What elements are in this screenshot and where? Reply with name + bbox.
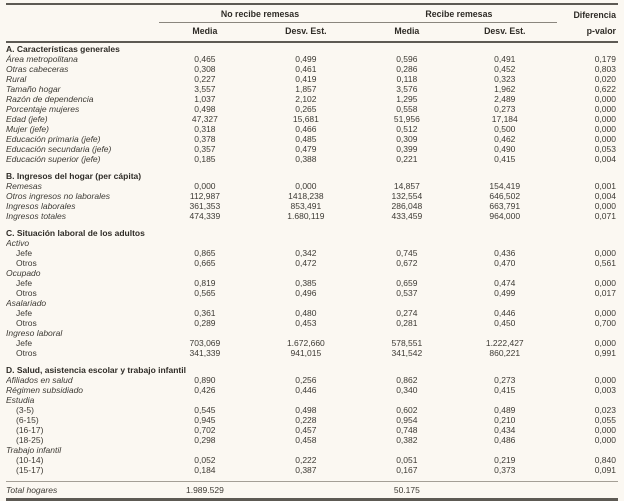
- cell-value: 0,167: [396, 465, 418, 475]
- cell-value: 0,485: [295, 134, 317, 144]
- cell-value: 0,498: [295, 405, 317, 415]
- cell-value: [159, 395, 251, 405]
- cell-p-valor: 0,003: [594, 385, 616, 395]
- group-header-recibe-remesas: Recibe remesas: [361, 4, 557, 23]
- row-label: Otros: [16, 318, 37, 328]
- table-row: [6, 288, 618, 298]
- row-label: Otros: [16, 258, 37, 268]
- table-row: [6, 181, 618, 191]
- cell-value: 1,295: [396, 94, 418, 104]
- table-row: [6, 348, 618, 358]
- section-header-row: [6, 227, 618, 238]
- row-label: Razón de dependencia: [6, 94, 94, 104]
- table-row: [6, 445, 618, 455]
- cell-value: 0,000: [194, 181, 216, 191]
- cell-value: [251, 328, 361, 338]
- table-row: [6, 124, 618, 134]
- cell-value: 0,486: [494, 435, 516, 445]
- table-row: [6, 278, 618, 288]
- cell-value: 0,458: [295, 435, 317, 445]
- row-label: Activo: [6, 238, 30, 248]
- cell-value: 0,265: [295, 104, 317, 114]
- cell-value: 0,342: [295, 248, 317, 258]
- cell-value: [361, 395, 453, 405]
- cell-value: 0,000: [295, 181, 317, 191]
- row-label: (16-17): [16, 425, 44, 435]
- cell-value: 0,512: [396, 124, 418, 134]
- cell-value: [453, 328, 557, 338]
- cell-p-valor: 0,017: [594, 288, 616, 298]
- row-label: Otros: [16, 348, 37, 358]
- row-label: Ingreso laboral: [6, 328, 63, 338]
- table-row: [6, 268, 618, 278]
- cell-value: 0,470: [494, 258, 516, 268]
- cell-value: 0,452: [494, 64, 516, 74]
- cell-p-valor: [557, 328, 618, 338]
- cell-p-valor: 0,000: [594, 94, 616, 104]
- cell-value: 0,890: [194, 375, 216, 385]
- row-label: Tamaño hogar: [6, 84, 61, 94]
- cell-p-valor: 0,000: [594, 278, 616, 288]
- cell-p-valor: 0,000: [594, 425, 616, 435]
- row-label: (18-25): [16, 435, 44, 445]
- cell-value: 0,659: [396, 278, 418, 288]
- cell-p-valor: 0,004: [594, 154, 616, 164]
- section-title: B. Ingresos del hogar (per cápita): [6, 171, 142, 181]
- cell-p-valor: [557, 445, 618, 455]
- cell-p-valor: 0,000: [594, 248, 616, 258]
- row-label: Mujer (jefe): [6, 124, 49, 134]
- cell-value: 0,702: [194, 425, 216, 435]
- cell-value: 0,308: [194, 64, 216, 74]
- cell-value: 0,496: [295, 288, 317, 298]
- cell-p-valor: 0,840: [594, 455, 616, 465]
- cell-p-valor: 0,091: [594, 465, 616, 475]
- cell-value: 0,819: [194, 278, 216, 288]
- table-row: [6, 298, 618, 308]
- cell-value: 0,453: [295, 318, 317, 328]
- cell-value: 341,542: [391, 348, 423, 358]
- cell-value: [251, 482, 361, 500]
- cell-value: 0,491: [494, 54, 516, 64]
- cell-value: 0,340: [396, 385, 418, 395]
- cell-value: 154,419: [489, 181, 521, 191]
- cell-value: 0,954: [396, 415, 418, 425]
- row-label: Jefe: [16, 308, 33, 318]
- cell-p-valor: 0,000: [594, 338, 616, 348]
- table-row: [6, 415, 618, 425]
- cell-p-valor: 0,055: [594, 415, 616, 425]
- cell-value: 0,665: [194, 258, 216, 268]
- cell-p-valor: 0,000: [594, 104, 616, 114]
- cell-value: 15,681: [292, 114, 319, 124]
- cell-p-valor: 0,020: [594, 74, 616, 84]
- cell-value: 0,745: [396, 248, 418, 258]
- cell-value: [453, 482, 557, 500]
- cell-value: 0,558: [396, 104, 418, 114]
- table-row: [6, 258, 618, 268]
- row-label: Ingresos laborales: [6, 201, 76, 211]
- stats-table: [6, 3, 618, 501]
- row-label: Total hogares: [6, 482, 159, 500]
- row-label: Edad (jefe): [6, 114, 48, 124]
- cell-value: 0,480: [295, 308, 317, 318]
- cell-value: [159, 238, 251, 248]
- table-row: [6, 134, 618, 144]
- table-row: [6, 435, 618, 445]
- cell-p-valor: [557, 238, 618, 248]
- cell-p-valor: 0,053: [594, 144, 616, 154]
- cell-value: [453, 268, 557, 278]
- cell-value: 112,987: [189, 191, 220, 201]
- cell-value: 0,862: [396, 375, 418, 385]
- row-label: Ingresos totales: [6, 211, 67, 221]
- cell-p-valor: 0,000: [594, 124, 616, 134]
- cell-value: 0,286: [396, 64, 418, 74]
- cell-value: 1.222,427: [485, 338, 524, 348]
- cell-p-valor: [557, 268, 618, 278]
- col-header-media-recibe: Media: [361, 23, 453, 43]
- cell-value: 860,221: [489, 348, 521, 358]
- group-header-diferencia: Diferencia: [573, 9, 616, 20]
- cell-p-valor: 0,023: [594, 405, 616, 415]
- cell-value: 0,382: [396, 435, 418, 445]
- cell-value: 0,373: [494, 465, 516, 475]
- cell-value: 0,436: [494, 248, 516, 258]
- cell-value: [361, 268, 453, 278]
- row-label: Área metropolitana: [6, 54, 78, 64]
- cell-value: 3,557: [194, 84, 216, 94]
- cell-value: 0,462: [494, 134, 516, 144]
- cell-value: 0,219: [494, 455, 516, 465]
- cell-value: 1.989.529: [159, 482, 251, 500]
- table-row: [6, 385, 618, 395]
- cell-p-valor: 0,000: [594, 114, 616, 124]
- cell-value: 0,479: [295, 144, 317, 154]
- row-label: Porcentaje mujeres: [6, 104, 80, 114]
- cell-value: 17,184: [491, 114, 518, 124]
- cell-value: 2,489: [494, 94, 516, 104]
- row-label: Afiliados en salud: [6, 375, 73, 385]
- table-row: [6, 211, 618, 221]
- cell-p-valor: 0,000: [594, 134, 616, 144]
- col-header-desv-no-recibe: Desv. Est.: [251, 23, 361, 43]
- cell-value: 703,069: [189, 338, 221, 348]
- cell-value: 0,210: [494, 415, 516, 425]
- table-row: [6, 375, 618, 385]
- cell-value: 646,502: [489, 191, 521, 201]
- cell-value: 0,256: [295, 375, 317, 385]
- sub-header-row: [6, 23, 618, 43]
- row-label: (6-15): [16, 415, 39, 425]
- cell-value: 474,339: [189, 211, 221, 221]
- row-label: Trabajo infantil: [6, 445, 62, 455]
- cell-p-valor: 0,179: [594, 54, 616, 64]
- table-row: [6, 395, 618, 405]
- row-label: Jefe: [16, 248, 33, 258]
- cell-value: [251, 298, 361, 308]
- col-header-media-no-recibe: Media: [159, 23, 251, 43]
- cell-value: 663,791: [489, 201, 521, 211]
- cell-value: 0,490: [494, 144, 516, 154]
- cell-value: 1,037: [194, 94, 216, 104]
- cell-value: 578,551: [391, 338, 423, 348]
- cell-value: 853,491: [290, 201, 322, 211]
- cell-value: 0,387: [295, 465, 317, 475]
- cell-value: 0,545: [194, 405, 216, 415]
- table-row: [6, 308, 618, 318]
- col-header-p-valor: p-valor: [557, 23, 618, 43]
- table-row: [6, 201, 618, 211]
- cell-value: 0,434: [494, 425, 516, 435]
- cell-value: 0,945: [194, 415, 216, 425]
- cell-value: 0,537: [396, 288, 418, 298]
- cell-value: [159, 328, 251, 338]
- cell-value: 0,361: [194, 308, 216, 318]
- table-row: [6, 465, 618, 475]
- cell-p-valor: 0,803: [594, 64, 616, 74]
- cell-value: 361,353: [189, 201, 221, 211]
- cell-value: 0,446: [295, 385, 317, 395]
- cell-value: 941,015: [290, 348, 322, 358]
- cell-value: 0,748: [396, 425, 418, 435]
- cell-value: 0,474: [494, 278, 516, 288]
- cell-value: 0,472: [295, 258, 317, 268]
- cell-value: [453, 445, 557, 455]
- cell-value: 341,339: [189, 348, 221, 358]
- cell-p-valor: 0,991: [594, 348, 616, 358]
- section-title: C. Situación laboral de los adultos: [6, 228, 145, 238]
- row-label: (10-14): [16, 455, 44, 465]
- cell-value: 0,273: [494, 104, 516, 114]
- cell-value: 50.175: [361, 482, 453, 500]
- table-row: [6, 248, 618, 258]
- cell-value: 0,500: [494, 124, 516, 134]
- cell-value: 0,052: [194, 455, 216, 465]
- cell-value: [361, 445, 453, 455]
- cell-value: 0,499: [295, 54, 317, 64]
- cell-value: 0,426: [194, 385, 216, 395]
- cell-value: [361, 298, 453, 308]
- cell-value: [453, 238, 557, 248]
- cell-p-valor: 0,561: [594, 258, 616, 268]
- cell-value: 0,419: [295, 74, 317, 84]
- cell-value: 0,385: [295, 278, 317, 288]
- cell-value: 0,221: [396, 154, 418, 164]
- section-header-row: [6, 170, 618, 181]
- cell-value: 0,118: [396, 74, 418, 84]
- cell-value: 51,956: [393, 114, 420, 124]
- cell-value: 0,461: [295, 64, 317, 74]
- cell-p-valor: 0,001: [594, 181, 616, 191]
- cell-value: 0,565: [194, 288, 216, 298]
- cell-value: 1,857: [295, 84, 317, 94]
- row-label: Otras cabeceras: [6, 64, 69, 74]
- group-header-row: [6, 4, 618, 23]
- cell-value: 132,554: [391, 191, 423, 201]
- cell-p-valor: [557, 482, 618, 500]
- cell-value: 0,457: [295, 425, 317, 435]
- cell-value: [251, 445, 361, 455]
- row-label: (15-17): [16, 465, 44, 475]
- section-title: A. Características generales: [6, 44, 120, 54]
- cell-value: 1.680,119: [287, 211, 325, 221]
- cell-value: 1,962: [494, 84, 516, 94]
- cell-value: 0,357: [194, 144, 216, 154]
- cell-value: 964,000: [489, 211, 521, 221]
- row-label: Ocupado: [6, 268, 41, 278]
- cell-p-valor: 0,071: [594, 211, 616, 221]
- cell-value: [159, 268, 251, 278]
- cell-value: 1418,238: [288, 191, 324, 201]
- row-label: (3-5): [16, 405, 34, 415]
- cell-value: 0,298: [194, 435, 216, 445]
- table-row: [6, 74, 618, 84]
- row-label: Rural: [6, 74, 27, 84]
- row-label: Educación secundaria (jefe): [6, 144, 112, 154]
- table-row: [6, 455, 618, 465]
- row-label: Educación superior (jefe): [6, 154, 101, 164]
- table-row: [6, 94, 618, 104]
- cell-value: 0,596: [396, 54, 418, 64]
- total-row: [6, 482, 618, 500]
- cell-p-valor: 0,004: [594, 191, 616, 201]
- empty-corner: [6, 4, 159, 23]
- cell-value: [251, 395, 361, 405]
- cell-value: 0,865: [194, 248, 216, 258]
- cell-value: 0,489: [494, 405, 516, 415]
- cell-value: 0,289: [194, 318, 216, 328]
- cell-p-valor: 0,000: [594, 435, 616, 445]
- row-label: Educación primaria (jefe): [6, 134, 101, 144]
- cell-value: 0,499: [494, 288, 516, 298]
- empty-corner: [6, 23, 159, 43]
- cell-value: 0,318: [194, 124, 216, 134]
- cell-p-valor: 0,000: [594, 308, 616, 318]
- cell-p-valor: 0,700: [594, 318, 616, 328]
- cell-value: 433,459: [391, 211, 423, 221]
- row-label: Jefe: [16, 278, 33, 288]
- row-label: Remesas: [6, 181, 42, 191]
- cell-value: 1.672,660: [286, 338, 325, 348]
- cell-value: 3,576: [396, 84, 418, 94]
- cell-value: [159, 445, 251, 455]
- table-row: [6, 104, 618, 114]
- cell-value: 0,222: [295, 455, 317, 465]
- cell-p-valor: 0,622: [594, 84, 616, 94]
- table-row: [6, 405, 618, 415]
- table-row: [6, 318, 618, 328]
- cell-value: 0,602: [396, 405, 418, 415]
- cell-value: 0,446: [494, 308, 516, 318]
- cell-value: 286,048: [391, 201, 423, 211]
- cell-p-valor: 0,000: [594, 375, 616, 385]
- cell-value: 47,327: [191, 114, 218, 124]
- table-row: [6, 425, 618, 435]
- cell-value: 0,309: [396, 134, 418, 144]
- cell-p-valor: [557, 298, 618, 308]
- cell-value: [159, 298, 251, 308]
- cell-value: 0,466: [295, 124, 317, 134]
- cell-value: 0,498: [194, 104, 216, 114]
- table-row: [6, 328, 618, 338]
- row-label: Otros ingresos no laborales: [6, 191, 110, 201]
- table-row: [6, 114, 618, 124]
- table-row: [6, 144, 618, 154]
- cell-value: 0,378: [194, 134, 216, 144]
- table-row: [6, 191, 618, 201]
- cell-value: 0,281: [396, 318, 418, 328]
- row-label: Estudia: [6, 395, 35, 405]
- cell-p-valor: 0,000: [594, 201, 616, 211]
- cell-p-valor: [557, 395, 618, 405]
- cell-value: 0,051: [396, 455, 418, 465]
- section-header-row: [6, 42, 618, 54]
- cell-value: 0,450: [494, 318, 516, 328]
- cell-value: [453, 298, 557, 308]
- cell-value: [251, 268, 361, 278]
- row-label: Jefe: [16, 338, 33, 348]
- cell-value: [361, 238, 453, 248]
- cell-value: 0,227: [194, 74, 216, 84]
- row-label: Asalariado: [6, 298, 47, 308]
- section-header-row: [6, 364, 618, 375]
- cell-value: 0,415: [494, 385, 516, 395]
- table-row: [6, 54, 618, 64]
- cell-value: 0,274: [396, 308, 418, 318]
- cell-value: 0,323: [494, 74, 516, 84]
- group-header-no-recibe-remesas: No recibe remesas: [159, 4, 361, 23]
- table-row: [6, 64, 618, 74]
- col-header-desv-recibe: Desv. Est.: [453, 23, 557, 43]
- cell-value: 0,415: [494, 154, 516, 164]
- cell-value: [251, 238, 361, 248]
- cell-value: 0,228: [295, 415, 317, 425]
- cell-value: 0,388: [295, 154, 317, 164]
- cell-value: 0,399: [396, 144, 418, 154]
- cell-value: [361, 328, 453, 338]
- cell-value: [453, 395, 557, 405]
- section-title: D. Salud, asistencia escolar y trabajo infantil: [6, 365, 186, 375]
- cell-value: 0,184: [194, 465, 216, 475]
- cell-value: 0,672: [396, 258, 418, 268]
- row-label: Régimen subsidiado: [6, 385, 84, 395]
- table-row: [6, 154, 618, 164]
- cell-value: 2,102: [295, 94, 317, 104]
- cell-value: 0,465: [194, 54, 216, 64]
- cell-value: 0,185: [194, 154, 216, 164]
- cell-value: 0,273: [494, 375, 516, 385]
- table-row: [6, 238, 618, 248]
- table-row: [6, 84, 618, 94]
- cell-value: 14,857: [393, 181, 420, 191]
- row-label: Otros: [16, 288, 37, 298]
- table-row: [6, 338, 618, 348]
